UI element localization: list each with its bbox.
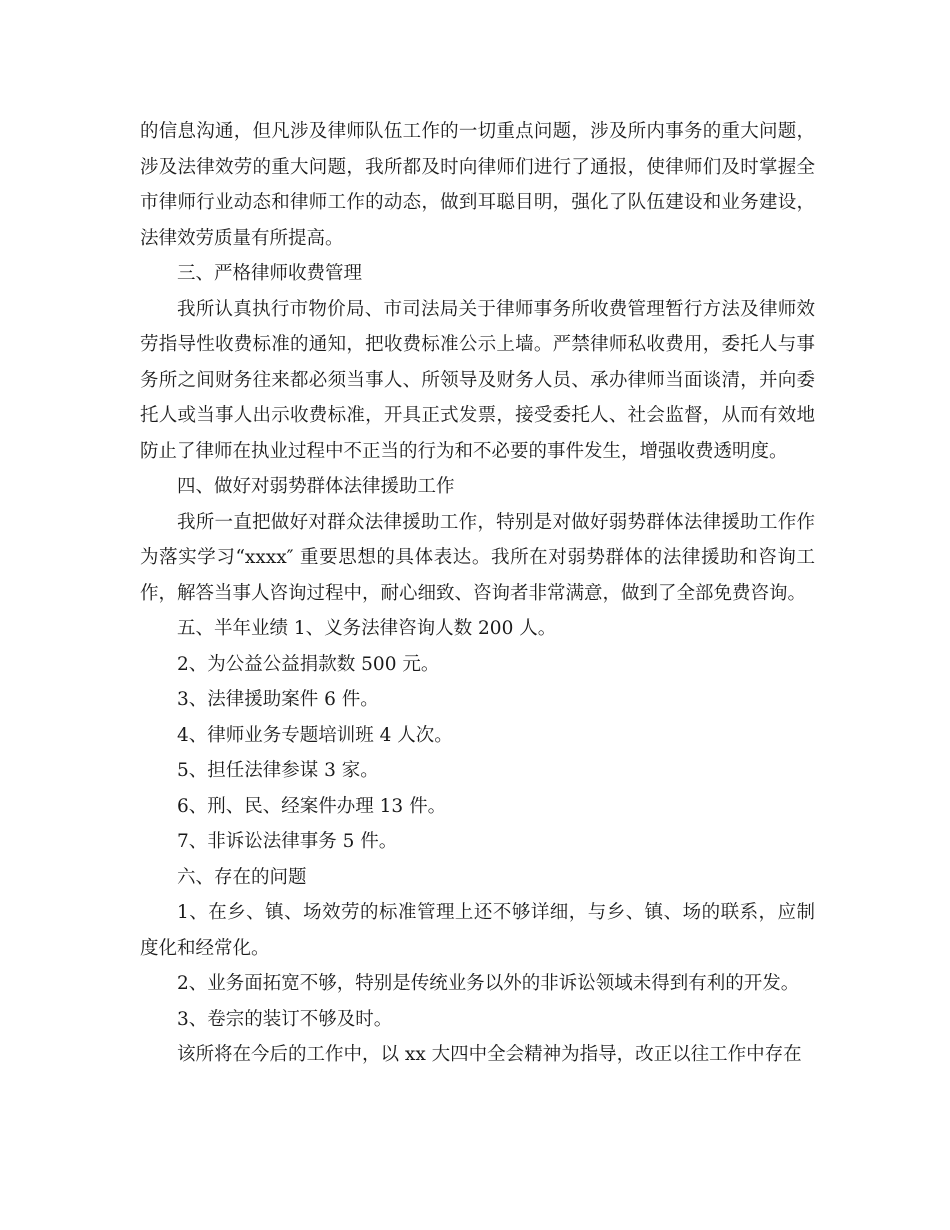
list-item: 3、法律援助案件 6 件。 [177, 689, 379, 710]
document-body [140, 114, 815, 1073]
list-item: 4、律师业务专题培训班 4 人次。 [177, 724, 453, 746]
list-item: 2、业务面拓宽不够，特别是传统业务以外的非诉讼领域未得到有利的开发。 [177, 973, 800, 994]
section-heading-3: 三、严格律师收费管理 [177, 263, 363, 284]
list-item: 1、在乡、镇、场效劳的标准管理上还不够详细，与乡、镇、场的联系，应制度化和经常化。 [140, 902, 815, 959]
paragraph-legal-aid: 我所一直把做好对群众法律援助工作，特别是对做好弱势群体法律援助工作作为落实学习“xxxx″ 重要思想的具体表达。我所在对弱势群体的法律援助和咨询工作，解答当事人咨询过程中，耐心细致、咨询者非常满意，做到了全部免费咨询。 [140, 511, 815, 604]
list-item: 5、担任法律参谋 3 家。 [177, 760, 379, 781]
section-heading-5: 五、半年业绩 1、义务法律咨询人数 200 人。 [177, 618, 557, 639]
section-heading-6: 六、存在的问题 [177, 866, 307, 888]
section-heading-4: 四、做好对弱势群体法律援助工作 [177, 476, 455, 497]
list-item: 6、刑、民、经案件办理 13 件。 [177, 795, 447, 817]
paragraph-closing: 该所将在今后的工作中，以 xx 大四中全会精神为指导，改正以往工作中存在 [177, 1044, 802, 1065]
list-item: 7、非诉讼法律事务 5 件。 [177, 831, 398, 852]
list-item: 2、为公益公益捐款数 500 元。 [177, 653, 440, 675]
paragraph-continuation: 的信息沟通，但凡涉及律师队伍工作的一切重点问题，涉及所内事务的重大问题，涉及法律效劳的重大问题，我所都及时向律师们进行了通报，使律师们及时掌握全市律师行业动态和律师工作的动态，做到耳聪目明，强化了队伍建设和业务建设，法律效劳质量有所提高。 [140, 121, 815, 249]
paragraph-fee-management: 我所认真执行市物价局、市司法局关于律师事务所收费管理暂行方法及律师效劳指导性收费标准的通知，把收费标准公示上墙。严禁律师私收费用，委托人与事务所之间财务往来都必须当事人、所领导及财务人员、承办律师当面谈清，并向委托人或当事人出示收费标准，开具正式发票，接受委托人、社会监督，从而有效地防止了律师在执业过程中不正当的行为和不必要的事件发生，增强收费透明度。 [140, 298, 815, 462]
list-item: 3、卷宗的装订不够及时。 [177, 1008, 393, 1030]
